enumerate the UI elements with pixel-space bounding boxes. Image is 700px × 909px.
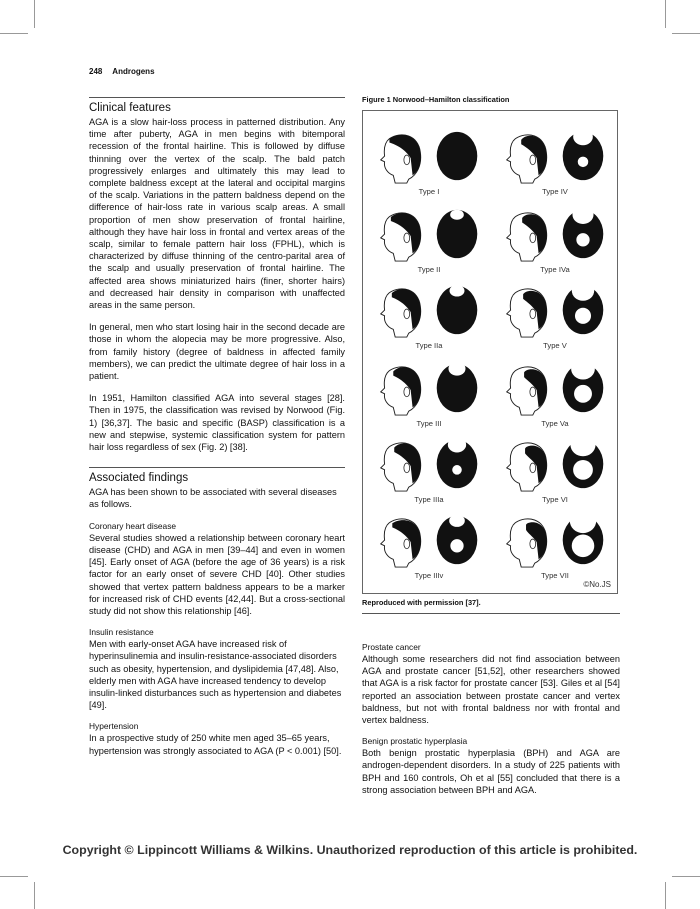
head-side-view	[497, 207, 557, 263]
head-side-view	[371, 207, 431, 263]
crop-mark	[0, 33, 28, 34]
head-side-view	[371, 283, 431, 339]
bph-heading: Benign prostatic hyperplasia	[362, 736, 468, 747]
figure-caption: Figure 1 Norwood–Hamilton classification	[362, 95, 510, 104]
running-header	[89, 67, 163, 76]
head-top-view	[427, 207, 487, 263]
stage-label: Type IIa	[415, 341, 443, 350]
stage-label: Type III	[416, 419, 442, 428]
section-title: Androgens	[112, 67, 155, 76]
bph-paragraph: Both benign prostatic hyperplasia (BPH) and AGA are androgen-dependent disorders. In a study of 225 patients with BPH and 160 controls, Oh et al [55] concluded that there is a strong association between BPH and AGA.	[362, 748, 620, 795]
prostate-heading: Prostate cancer	[362, 642, 421, 652]
section-rule	[89, 97, 345, 98]
crop-mark	[0, 876, 28, 877]
chd-heading: Coronary heart disease	[89, 520, 177, 531]
page-number: 248	[89, 67, 103, 76]
clinical-heading: Clinical features	[89, 102, 171, 114]
stage-label: Type IIIv	[414, 571, 444, 580]
stage-label: Type II	[417, 265, 441, 274]
clinical-paragraph-1: AGA is a slow hair-loss process in patterned distribution. Any time after puberty, AGA in men begins with bitemporal recession of the frontal hairline. This is followed by diffuse thinning over the vertex of the scalp. The bald patch progressively enlarges and ultimately this may lead to complete baldness except at the lateral and occipital margins of the scalp. Variations in the pattern baldness depend on the difference of hair-loss rate in various scalp areas. A small proportion of men show preservation of frontal hairline, although they have hair loss in frontal and vertex areas of the scalp, similar to female pattern hair loss (FPHL), which is characterized by diffuse thinning of the centro-parital area of the scalp and usually preservation of frontal hairline. The affected area shows miniaturized hairs (finer, shorter hairs) and decreased hair density in comparison with unaffected areas in the same person.	[89, 117, 345, 311]
crop-mark	[665, 882, 666, 909]
head-side-view	[371, 129, 431, 185]
head-top-view	[553, 283, 613, 339]
section-rule	[89, 467, 345, 468]
crop-mark	[672, 33, 700, 34]
stage-label: Type IVa	[540, 265, 570, 274]
right-column	[362, 95, 620, 806]
reproduced-note: Reproduced with permission [37].	[362, 598, 620, 614]
head-side-view	[371, 513, 431, 569]
head-side-view	[497, 437, 557, 493]
head-top-view	[427, 361, 487, 417]
head-side-view	[497, 129, 557, 185]
head-top-view	[553, 513, 613, 569]
chd-paragraph: Several studies showed a relationship between coronary heart disease (CHD) and AGA in men [39–44] and even in women [45]. Early onset of AGA (before the age of 36 years) is a risk factor for an early onset of severe CHD [40]. Other studies showed that vertex pattern baldness appears to be a marker for increased risk of CHD events [42,44]. But a cross-sectional study did not show this relationship [46].	[89, 532, 345, 616]
crop-mark	[34, 882, 35, 909]
head-top-view	[427, 283, 487, 339]
hypertension-heading: Hypertension	[89, 721, 139, 732]
stage-label: Type Va	[541, 419, 569, 428]
crop-mark	[672, 876, 700, 877]
head-side-view	[497, 361, 557, 417]
stage-label: Type V	[543, 341, 567, 350]
clinical-paragraph-2: In general, men who start losing hair in the second decade are those in whom the alopecia may be more progressive. Also, from family history (degree of baldness in affected family members), we can predict the ultimate degree of hair loss in a patient.	[89, 322, 345, 382]
prostate-paragraph: Although some researchers did not find association between AGA and prostate cancer [51,52], other researchers showed that AGA is a risk factor for prostate cancer [53]. Giles et al [54] reported an association between prostate cancer and vertex baldness, but not with frontal baldness nor with frontal and vertex baldness.	[362, 654, 620, 726]
head-top-view	[427, 129, 487, 185]
head-side-view	[497, 513, 557, 569]
figure-credit: ©No.JS	[583, 580, 611, 589]
clinical-paragraph-3: In 1951, Hamilton classified AGA into several stages [28]. Then in 1975, the classification was revised by Norwood (Fig. 1) [36,37]. The basic and specific (BASP) classification is a new and stepwise, systemic classification system for pattern hair loss regardless of sex (Fig. 2) [38].	[89, 393, 345, 453]
head-side-view	[497, 283, 557, 339]
stage-label: Type I	[418, 187, 440, 196]
head-top-view	[553, 207, 613, 263]
hypertension-paragraph: In a prospective study of 250 white men aged 35–65 years, hypertension was strongly associated to AGA (P < 0.001) [50].	[89, 733, 342, 756]
insulin-paragraph: Men with early-onset AGA have increased risk of hyperinsulinemia and insulin-resistance-associated disorders such as obesity, hypertension, and dyslipidemia [47,48]. Also, elderly men with AGA have increased tendency to develop insulin-linked disturbances such as hypertension and diabetes [49].	[89, 639, 342, 711]
head-side-view	[371, 361, 431, 417]
assoc-heading: Associated findings	[89, 472, 189, 485]
head-top-view	[427, 513, 487, 569]
stage-label: Type IIIa	[414, 495, 444, 504]
copyright-footer: Copyright © Lippincott Williams & Wilkins. Unauthorized reproduction of this article is prohibited.	[62, 843, 638, 857]
assoc-paragraph: AGA has been shown to be associated with several diseases as follows.	[89, 487, 337, 510]
stage-label: Type IV	[542, 187, 568, 196]
norwood-figure	[362, 110, 618, 594]
head-top-view	[553, 361, 613, 417]
crop-mark	[34, 0, 35, 28]
head-side-view	[371, 437, 431, 493]
head-top-view	[553, 437, 613, 493]
insulin-heading: Insulin resistance	[89, 627, 154, 638]
head-top-view	[553, 129, 613, 185]
crop-mark	[665, 0, 666, 28]
left-column	[89, 97, 345, 767]
stage-label: Type VII	[541, 571, 569, 580]
stage-label: Type VI	[542, 495, 568, 504]
head-top-view	[427, 437, 487, 493]
